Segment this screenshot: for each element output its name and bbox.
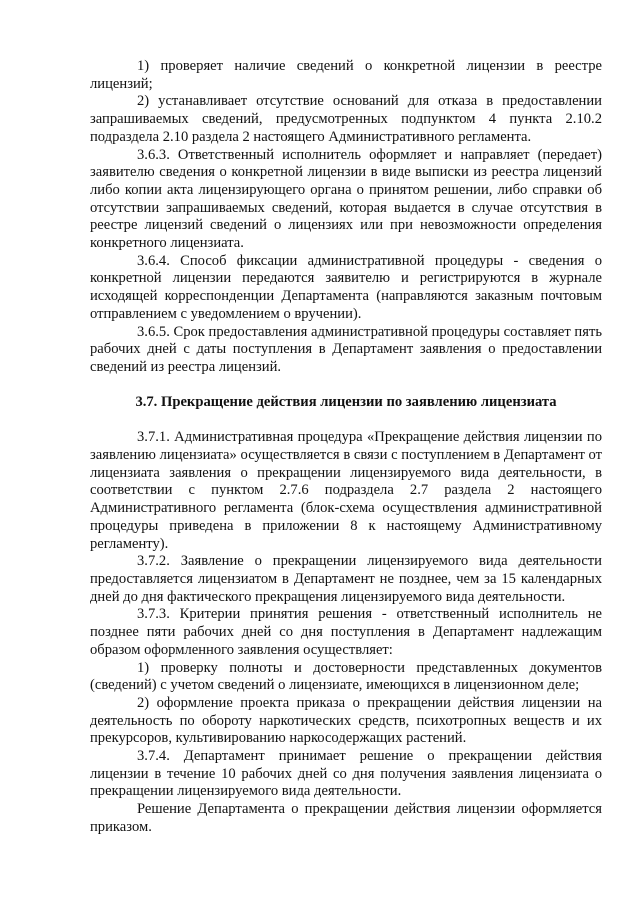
section-heading-3-7: 3.7. Прекращение действия лицензии по заявлению лицензиата (135, 393, 557, 410)
paragraph-decision-order: Решение Департамента о прекращении действия лицензии оформляется приказом. (90, 801, 602, 835)
paragraph-no-refusal-grounds: 2) устанавливает отсутствие оснований для отказа в предоставлении запрашиваемых сведений, предусмотренных подпунктом 4 пункта 2.10.2 подраздела 2.10 раздела 2 настоящего Административного регламента. (90, 93, 602, 145)
paragraph-draft-order: 2) оформление проекта приказа о прекращении действия лицензии на деятельность по обороту наркотических средств, психотропных веществ и их прекурсоров, культивированию наркосодержащих растений. (90, 694, 602, 747)
paragraph-3-7-3: 3.7.3. Критерии принятия решения - ответственный исполнитель не позднее пяти рабочих дней со дня поступления в Департамент надлежащим образом оформленного заявления осуществляет: (90, 606, 602, 658)
document-page (90, 58, 602, 837)
paragraph-3-7-1: 3.7.1. Административная процедура «Прекращение действия лицензии по заявлению лицензиата» осуществляется в связи с поступлением в Департамент от лицензиата заявления о прекращении лицензируемого вида деятельности, в соответствии с пунктом 2.7.6 подраздела 2.7 раздела 2 настоящего Административного регламента (блок-схема осуществления административной процедуры приведена в приложении 8 к настоящему Административному регламенту). (90, 429, 602, 552)
paragraph-3-6-5: 3.6.5. Срок предоставления административной процедуры составляет пять рабочих дней с даты поступления в Департамент заявления о предоставлении сведений из реестра лицензий. (90, 323, 602, 375)
paragraph-3-6-4: 3.6.4. Способ фиксации административной процедуры - сведения о конкретной лицензии передаются заявителю и регистрируются в журнале исходящей корреспонденции Департамента (направляются заказным почтовым отправлением с уведомлением о вручении). (90, 252, 602, 322)
paragraph-3-7-4: 3.7.4. Департамент принимает решение о прекращении действия лицензии в течение 10 рабочих дней со дня получения заявления лицензиата о прекращении лицензируемого вида деятельности. (90, 748, 602, 800)
paragraph-3-7-2: 3.7.2. Заявление о прекращении лицензируемого вида деятельности предоставляется лицензиатом в Департамент не позднее, чем за 15 календарных дней до дня фактического прекращения лицензируемого вида деятельности. (90, 553, 602, 605)
paragraph-registry-check: 1) проверяет наличие сведений о конкретной лицензии в реестре лицензий; (90, 58, 602, 92)
paragraph-3-6-3: 3.6.3. Ответственный исполнитель оформляет и направляет (передает) заявителю сведения о конкретной лицензии в виде выписки из реестра лицензий либо копии акта лицензирующего органа о принятом решении, либо справки об отсутствии запрашиваемых сведений, которая выдается в случае отсутствия в реестре лицензий сведений о лицензиях или при невозможности определения конкретного лицензиата. (90, 146, 602, 252)
paragraph-check-completeness: 1) проверку полноты и достоверности представленных документов (сведений) с учетом сведений о лицензиате, имеющихся в лицензионном деле; (90, 659, 602, 694)
